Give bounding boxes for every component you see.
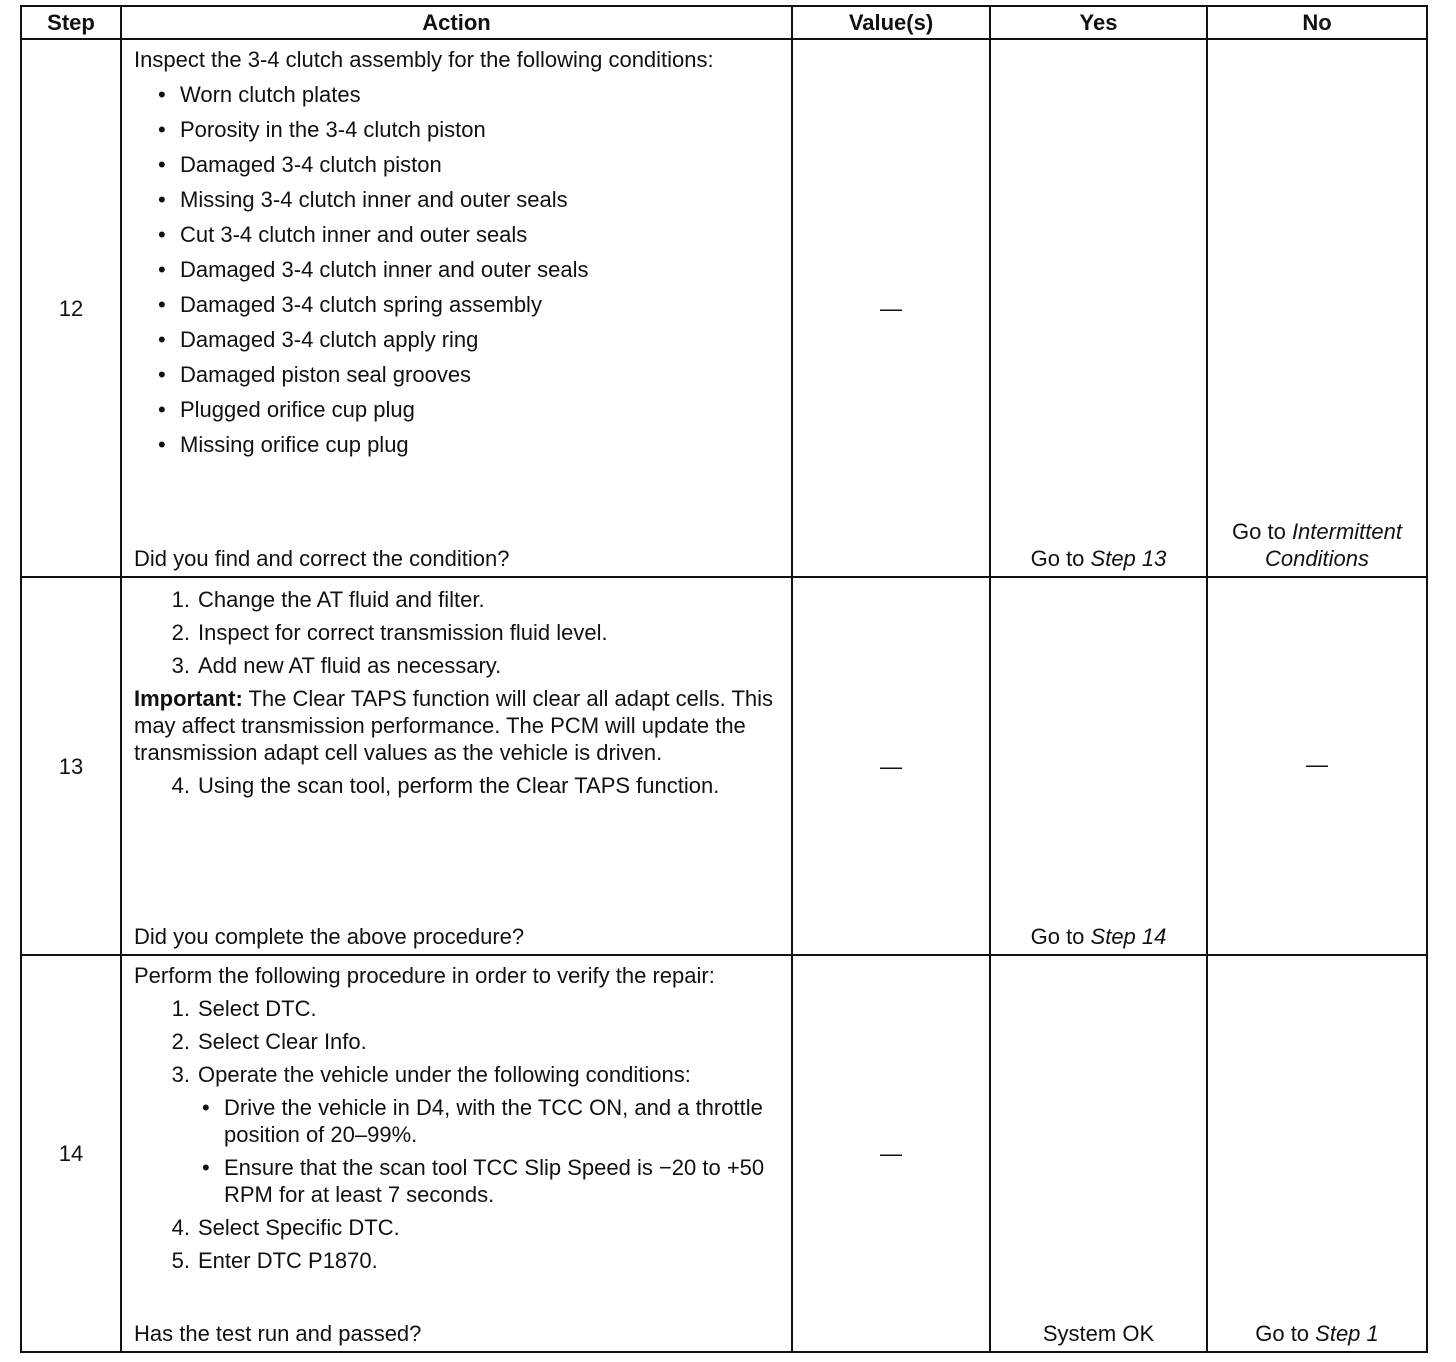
yes-prefix: Go to — [1030, 546, 1091, 571]
list-item — [134, 1247, 781, 1274]
list-item — [134, 1061, 781, 1088]
important-text: The Clear TAPS function will clear all adapt cells. This may affect transmission performance. The PCM will update the transmission adapt cell values as the vehicle is driven. — [134, 686, 774, 765]
header-row — [21, 6, 1427, 39]
list-item — [134, 1214, 781, 1241]
list-number: 1. — [171, 996, 190, 1021]
list-item — [134, 995, 781, 1022]
action-intro: Inspect the 3-4 clutch assembly for the following conditions: — [134, 47, 714, 72]
list-text: Enter DTC P1870. — [198, 1248, 378, 1273]
value-cell: — — [792, 39, 990, 577]
yes-step-link[interactable]: Step 14 — [1090, 924, 1167, 949]
list-text: Select Specific DTC. — [198, 1215, 400, 1240]
action-intro: Perform the following procedure in order to verify the repair: — [134, 963, 715, 988]
table-row-step-13 — [21, 577, 1427, 955]
yes-step-link[interactable]: Step 13 — [1090, 546, 1167, 571]
list-item — [134, 1028, 781, 1055]
list-text: Using the scan tool, perform the Clear TAPS function. — [198, 773, 720, 798]
yes-prefix: Go to — [1030, 924, 1091, 949]
condition-sublist — [134, 1094, 781, 1208]
important-label: Important: — [134, 686, 243, 711]
no-intermittent-link[interactable]: Intermittent Conditions — [1265, 519, 1402, 571]
list-item: • Damaged 3-4 clutch inner and outer seals — [134, 256, 781, 283]
condition-list — [134, 81, 781, 458]
list-text: Select Clear Info. — [198, 1029, 367, 1054]
list-item: • Damaged 3-4 clutch piston — [134, 151, 781, 178]
list-item — [134, 652, 781, 679]
header-no: No — [1207, 6, 1427, 39]
list-number: 2. — [171, 1029, 190, 1054]
value-cell: — — [792, 577, 990, 955]
list-number: 4. — [171, 1215, 190, 1240]
action-question: Has the test run and passed? — [134, 1321, 422, 1346]
list-text: Change the AT fluid and filter. — [198, 587, 485, 612]
list-item: • Worn clutch plates — [134, 81, 781, 108]
list-number: 5. — [171, 1248, 190, 1273]
list-number: 4. — [171, 773, 190, 798]
action-cell — [121, 955, 792, 1352]
list-item: • Damaged 3-4 clutch spring assembly — [134, 291, 781, 318]
procedure-list — [134, 995, 781, 1088]
list-item: • Porosity in the 3-4 clutch piston — [134, 116, 781, 143]
procedure-list — [134, 1214, 781, 1274]
diagnostic-table — [20, 5, 1428, 1353]
yes-cell — [990, 577, 1207, 955]
action-question: Did you complete the above procedure? — [134, 924, 525, 949]
list-number: 3. — [171, 1062, 190, 1087]
header-action: Action — [121, 6, 792, 39]
action-cell — [121, 577, 792, 955]
no-cell: — — [1207, 577, 1427, 955]
no-cell — [1207, 955, 1427, 1352]
list-number: 3. — [171, 653, 190, 678]
no-prefix: Go to — [1255, 1321, 1316, 1346]
list-item: • Missing 3-4 clutch inner and outer seals — [134, 186, 781, 213]
procedure-list — [134, 772, 781, 799]
action-question: Did you find and correct the condition? — [134, 546, 510, 571]
header-values: Value(s) — [792, 6, 990, 39]
list-item: • Damaged 3-4 clutch apply ring — [134, 326, 781, 353]
list-number: 2. — [171, 620, 190, 645]
list-item: • Damaged piston seal grooves — [134, 361, 781, 388]
yes-cell: System OK — [990, 955, 1207, 1352]
list-item — [134, 772, 781, 799]
header-step: Step — [21, 6, 121, 39]
list-item: • Plugged orifice cup plug — [134, 396, 781, 423]
list-text: Add new AT fluid as necessary. — [198, 653, 502, 678]
procedure-list — [134, 586, 781, 679]
list-text: Select DTC. — [198, 996, 317, 1021]
header-yes: Yes — [990, 6, 1207, 39]
list-item: • Ensure that the scan tool TCC Slip Speed is −20 to +50 RPM for at least 7 seconds. — [134, 1154, 781, 1208]
list-text: Inspect for correct transmission fluid level. — [198, 620, 608, 645]
important-note — [134, 685, 781, 766]
list-text: Operate the vehicle under the following conditions: — [198, 1062, 691, 1087]
table-row-step-12 — [21, 39, 1427, 577]
no-prefix: Go to — [1232, 519, 1292, 544]
step-number: 12 — [21, 39, 121, 577]
yes-cell — [990, 39, 1207, 577]
step-number: 13 — [21, 577, 121, 955]
action-cell — [121, 39, 792, 577]
list-item — [134, 586, 781, 613]
list-item: • Cut 3-4 clutch inner and outer seals — [134, 221, 781, 248]
value-cell: — — [792, 955, 990, 1352]
list-number: 1. — [171, 587, 190, 612]
table-row-step-14 — [21, 955, 1427, 1352]
list-item — [134, 619, 781, 646]
no-cell — [1207, 39, 1427, 577]
no-step-link[interactable]: Step 1 — [1315, 1321, 1379, 1346]
step-number: 14 — [21, 955, 121, 1352]
list-item: • Drive the vehicle in D4, with the TCC ON, and a throttle position of 20–99%. — [134, 1094, 781, 1148]
list-item: • Missing orifice cup plug — [134, 431, 781, 458]
